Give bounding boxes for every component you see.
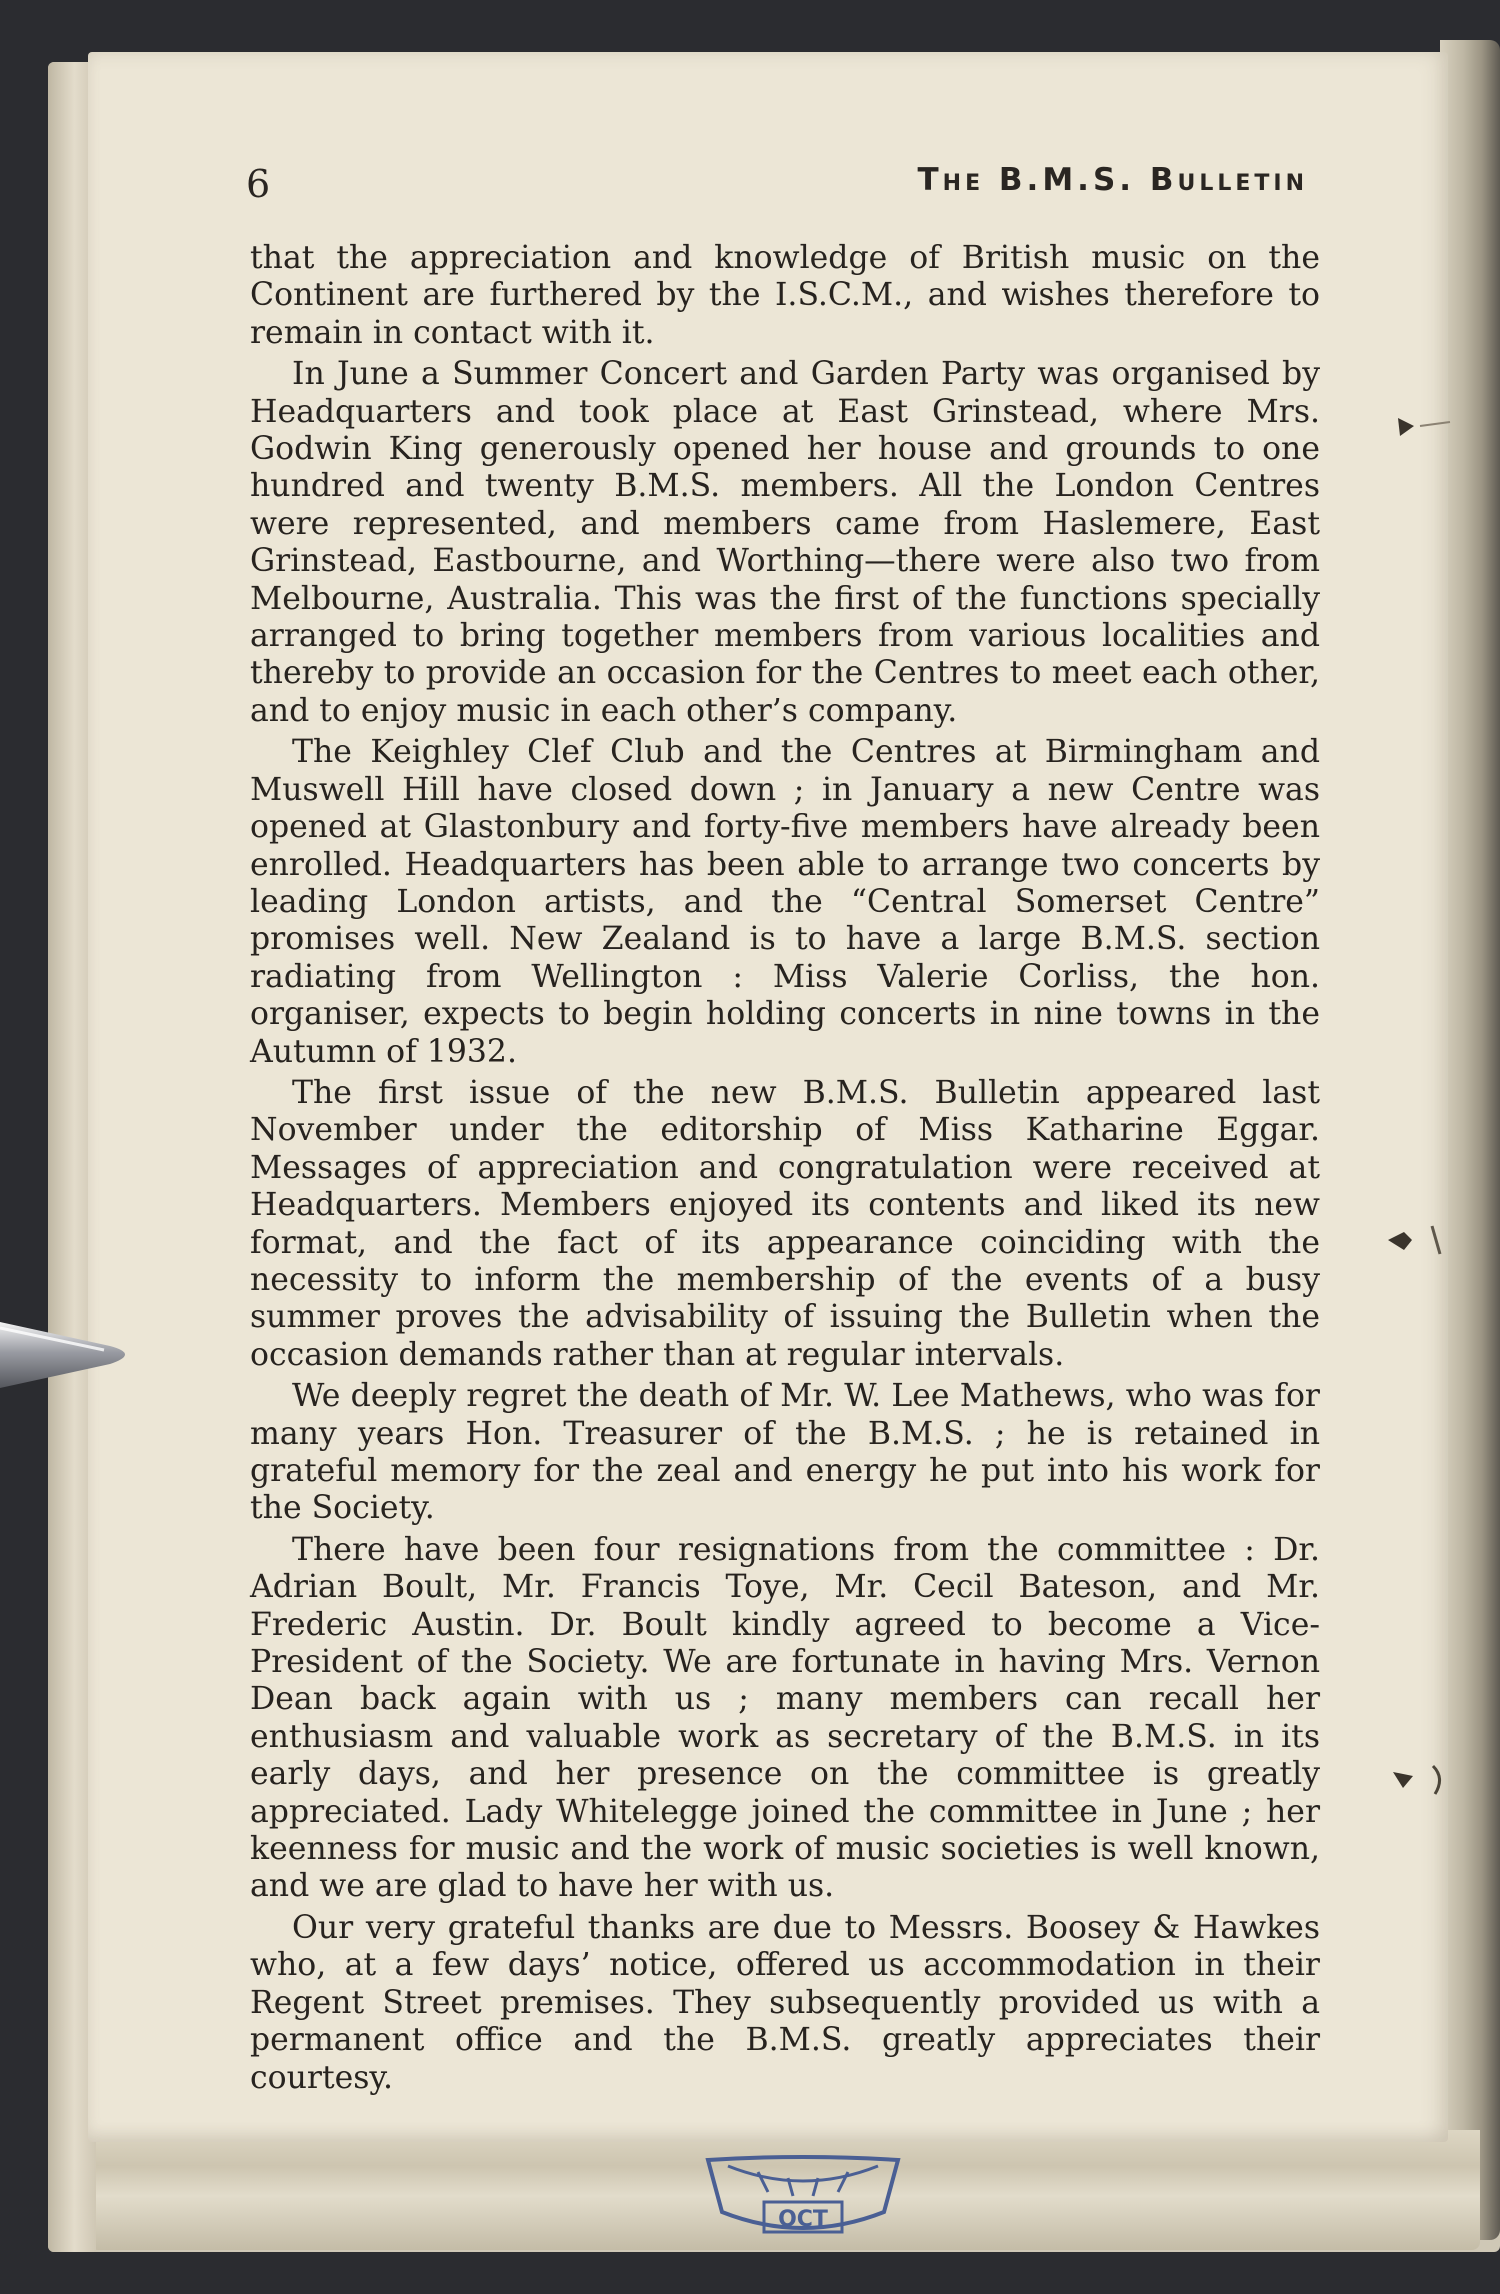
paragraph: We deeply regret the death of Mr. W. Lee Mathews, who was for many years Hon. Treasurer of the B.M.S. ; he is retained in grateful memory for the zeal and energy he put into his work for the Society. [250,1378,1320,1527]
paragraph: In June a Summer Concert and Garden Party was organised by Headquarters and took place at East Grinstead, where Mrs. Godwin King generously opened her house and grounds to one hundred and twenty B.M.S. members. All the London Centres were represented, and members came from Haslemere, East Grinstead, Eastbourne, and Worthing—there were also two from Melbourne, Australia. This was the first of the functions specially arranged to bring together members from various localities and thereby to provide an occasion for the Centres to meet each other, and to enjoy music in each other’s company. [250,356,1320,729]
page-tab-icon [1382,1210,1462,1270]
running-head-title: The B.M.S. Bulletin [917,162,1308,198]
page-tab-icon [1390,400,1460,450]
stamp-label: OCT [778,2207,828,2232]
page-tab-icon [1385,1748,1465,1808]
paragraph: The Keighley Clef Club and the Centres at Birmingham and Muswell Hill have closed down ; in January a new Centre was opened at Glastonbury and forty-five members have already been enrolled. Headquarters has been able to arrange two concerts by leading London artists, and the “Central Somerset Centre” promises well. New Zealand is to have a large B.M.S. section radiating from Wellington : Miss Valerie Corliss, the hon. organiser, expects to begin holding concerts in nine towns in the Autumn of 1932. [250,734,1320,1070]
paragraph: that the appreciation and knowledge of British music on the Continent are furthered by the I.S.C.M., and wishes therefore to remain in contact with it. [250,240,1320,351]
paragraph: Our very grateful thanks are due to Messrs. Boosey & Hawkes who, at a few days’ notice, offered us accommodation in their Regent Street premises. They subsequently provided us with a permanent office and the B.M.S. greatly appreciates their courtesy. [250,1909,1320,2096]
page-number: 6 [246,162,271,206]
page-clip-icon [0,1318,140,1392]
paragraph: There have been four resignations from the committee : Dr. Adrian Boult, Mr. Francis Toye, Mr. Cecil Bateson, and Mr. Frederic Austin. Dr. Boult kindly agreed to become a Vice-President of the Society. We are fortunate in having Mrs. Vernon Dean back again with us ; many members can recall her enthusiasm and valuable work as secretary of the B.M.S. in its early days, and her presence on the committee is greatly appreciated. Lady Whitelegge joined the committee in June ; her keenness for music and the work of music societies is well known, and we are glad to have her with us. [250,1531,1320,1905]
page-stack-right-edge [1440,40,1500,2240]
library-stamp-icon [698,2152,908,2244]
article-body [250,240,1320,2097]
paragraph: The first issue of the new B.M.S. Bulletin appeared last November under the editorship of Miss Katharine Eggar. Messages of appreciation and congratulation were received at Headquarters. Members enjoyed its contents and liked its new format, and the fact of its appearance coinciding with the necessity to inform the membership of the events of a busy summer proves the advisability of issuing the Bulletin when the occasion demands rather than at regular intervals. [250,1074,1320,1373]
